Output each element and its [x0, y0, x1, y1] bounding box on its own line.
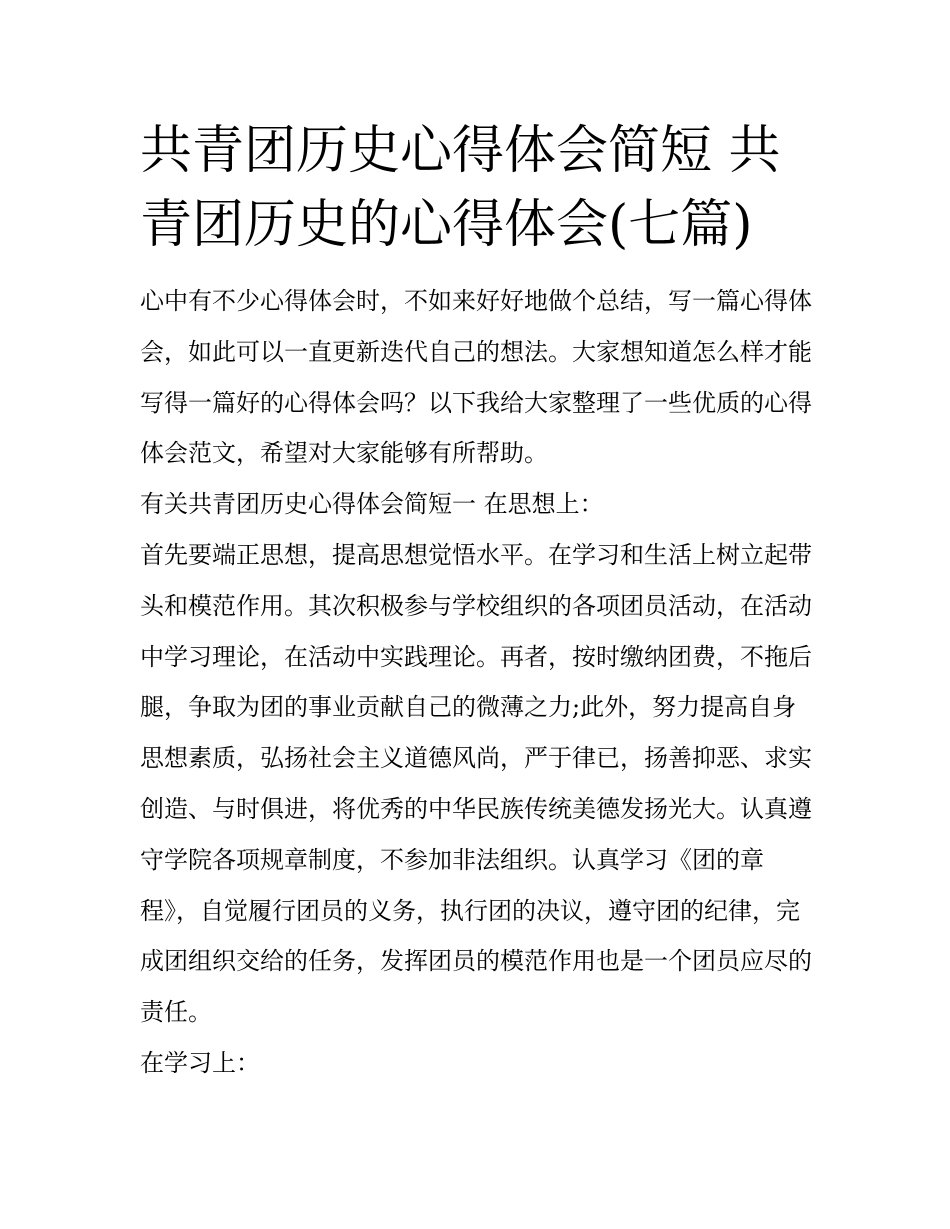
- section-heading-study: 在学习上：: [140, 1048, 260, 1077]
- section-heading-thought: 有关共青团历史心得体会简短一 在思想上：: [140, 490, 604, 519]
- document-title: 共青团历史心得体会简短 共青团历史的心得体会(七篇): [140, 121, 781, 255]
- intro-paragraph: 心中有不少心得体会时，不如来好好地做个总结，写一篇心得体会，如此可以一直更新迭代自己的想法。大家想知道怎么样才能写得一篇好的心得体会吗？以下我给大家整理了一些优质的心得体会范文，希望对大家能够有所帮助。: [140, 287, 812, 468]
- thought-paragraph: 首先要端正思想，提高思想觉悟水平。在学习和生活上树立起带头和模范作用。其次积极参与学校组织的各项团员活动，在活动中学习理论，在活动中实践理论。再者，按时缴纳团费，不拖后腿，争取为团的事业贡献自己的微薄之力;此外，努力提高自身思想素质，弘扬社会主义道德风尚，严于律已，扬善抑恶、求实创造、与时俱进，将优秀的中华民族传统美德发扬光大。认真遵守学院各项规章制度，不参加非法组织。认真学习《团的章程》，自觉履行团员的义务，执行团的决议，遵守团的纪律，完成团组织交给的任务，发挥团员的模范作用也是一个团员应尽的责任。: [140, 540, 812, 1027]
- document-body: [140, 276, 816, 1089]
